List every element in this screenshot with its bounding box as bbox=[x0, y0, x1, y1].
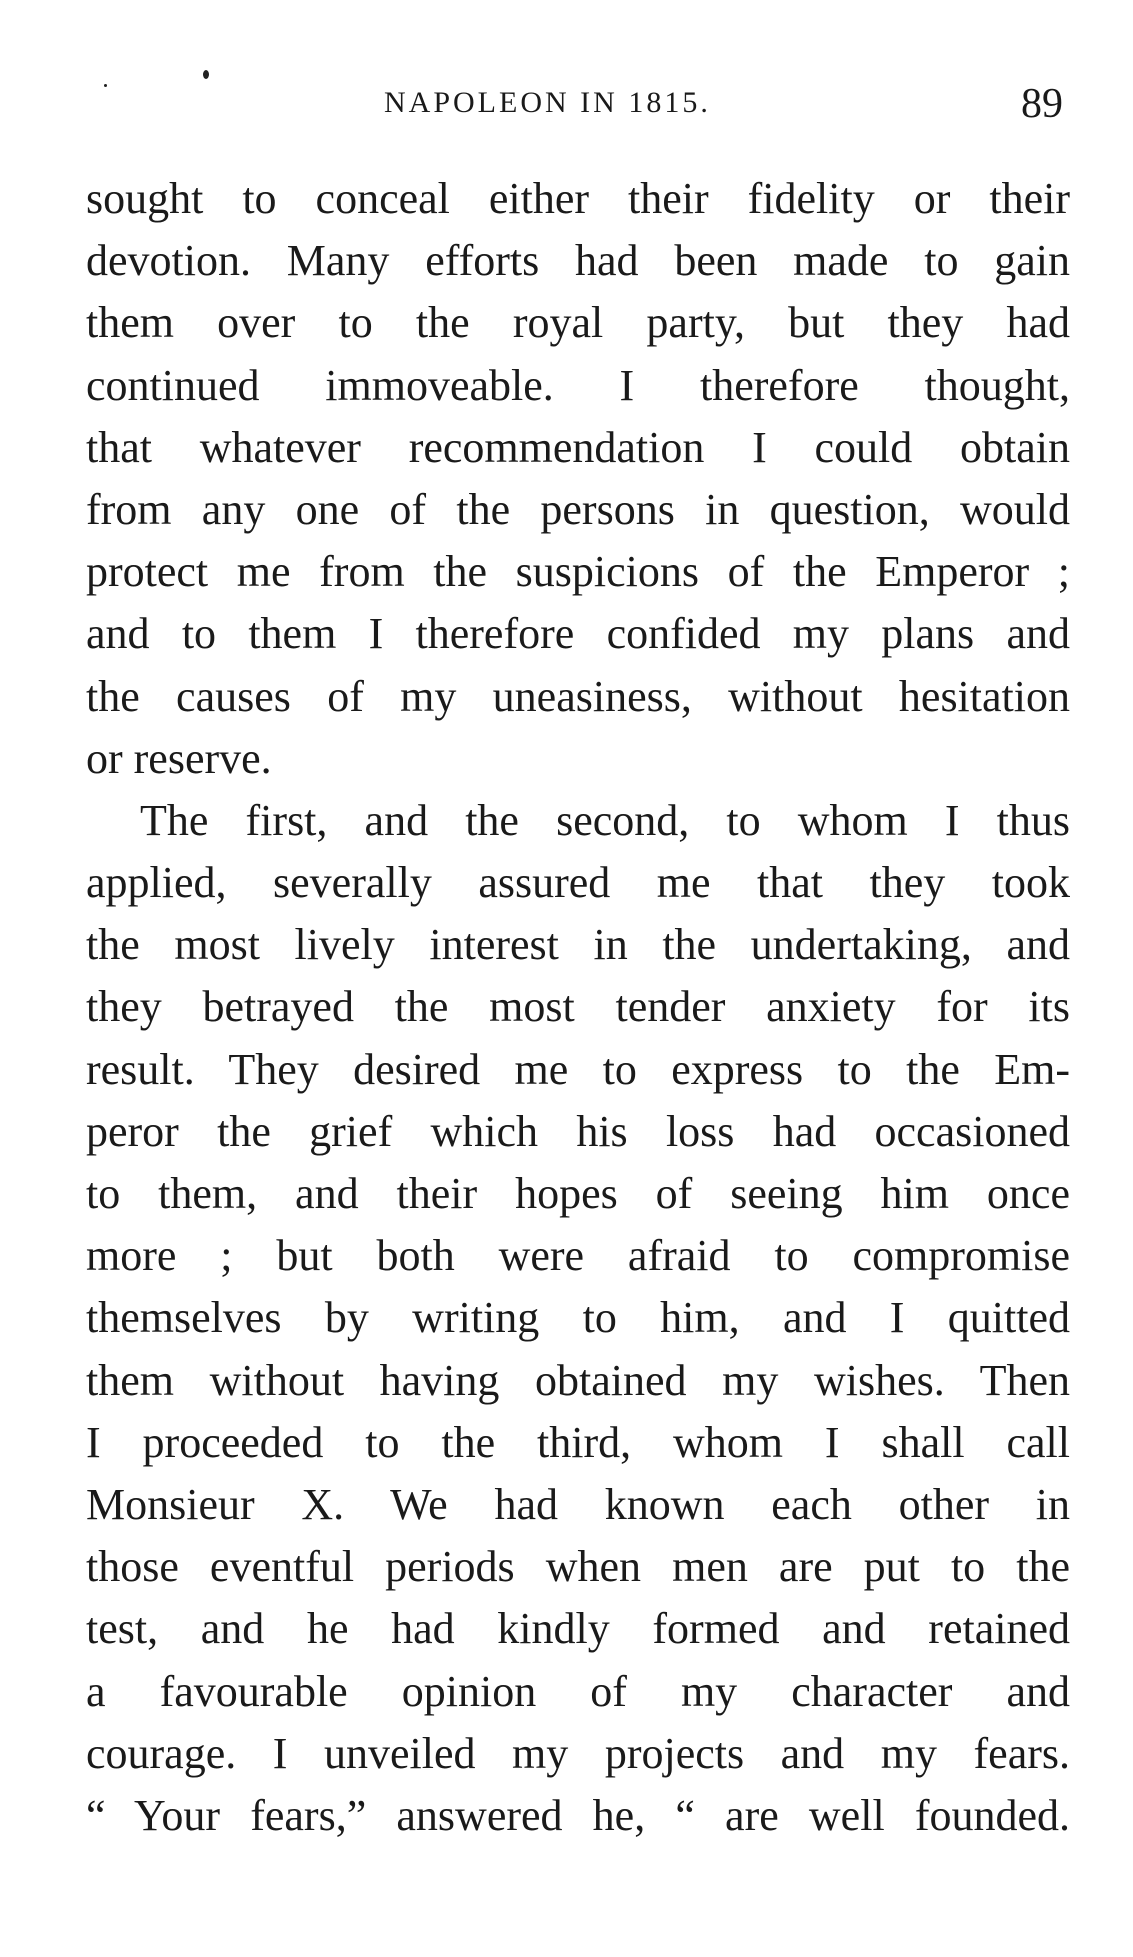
text-line: the causes of my uneasiness, without hesitation bbox=[86, 671, 1070, 721]
text-line: a favourable opinion of my character and bbox=[86, 1666, 1070, 1716]
text-line: more ; but both were afraid to compromise bbox=[86, 1231, 1070, 1281]
text-line: and to them I therefore confided my plans and bbox=[86, 609, 1070, 659]
text-line: peror the grief which his loss had occasioned bbox=[86, 1106, 1070, 1156]
text-line: to them, and their hopes of seeing him once bbox=[86, 1169, 1070, 1218]
text-line: those eventful periods when men are put to the bbox=[86, 1542, 1070, 1592]
text-line: the most lively interest in the undertaking, and bbox=[86, 920, 1070, 970]
text-line: applied, severally assured me that they took bbox=[86, 858, 1070, 908]
text-line: sought to conceal either their fidelity or their bbox=[86, 174, 1070, 223]
text-line: test, and he had kindly formed and retained bbox=[86, 1604, 1070, 1654]
running-head bbox=[0, 81, 1133, 146]
text-line: from any one of the persons in question, would bbox=[86, 484, 1070, 534]
text-line: them over to the royal party, but they had bbox=[86, 298, 1070, 348]
text-line: I proceeded to the third, whom I shall call bbox=[86, 1417, 1070, 1467]
text-line: them without having obtained my wishes. Then bbox=[86, 1355, 1070, 1405]
text-line: continued immoveable. I therefore thought, bbox=[86, 360, 1070, 410]
body-text bbox=[86, 168, 1070, 1847]
text-line: Monsieur X. We had known each other in bbox=[86, 1479, 1070, 1529]
text-line: The first, and the second, to whom I thus bbox=[140, 795, 1070, 845]
text-line: devotion. Many efforts had been made to gain bbox=[86, 236, 1070, 286]
text-line: protect me from the suspicions of the Emperor ; bbox=[86, 547, 1070, 597]
page-number: 89 bbox=[1021, 81, 1063, 127]
text-line: courage. I unveiled my projects and my fears. bbox=[86, 1728, 1070, 1778]
text-line: result. They desired me to express to the Em- bbox=[86, 1044, 1070, 1094]
text-line: “ Your fears,” answered he, “ are well founded. bbox=[86, 1790, 1070, 1840]
text-line: that whatever recommendation I could obtain bbox=[86, 422, 1070, 472]
text-line: themselves by writing to him, and I quitted bbox=[86, 1293, 1070, 1343]
running-head-title: NAPOLEON IN 1815. bbox=[384, 86, 711, 119]
ink-speck bbox=[203, 70, 209, 79]
text-line: or reserve. bbox=[86, 733, 272, 783]
text-line: they betrayed the most tender anxiety for its bbox=[86, 982, 1070, 1032]
